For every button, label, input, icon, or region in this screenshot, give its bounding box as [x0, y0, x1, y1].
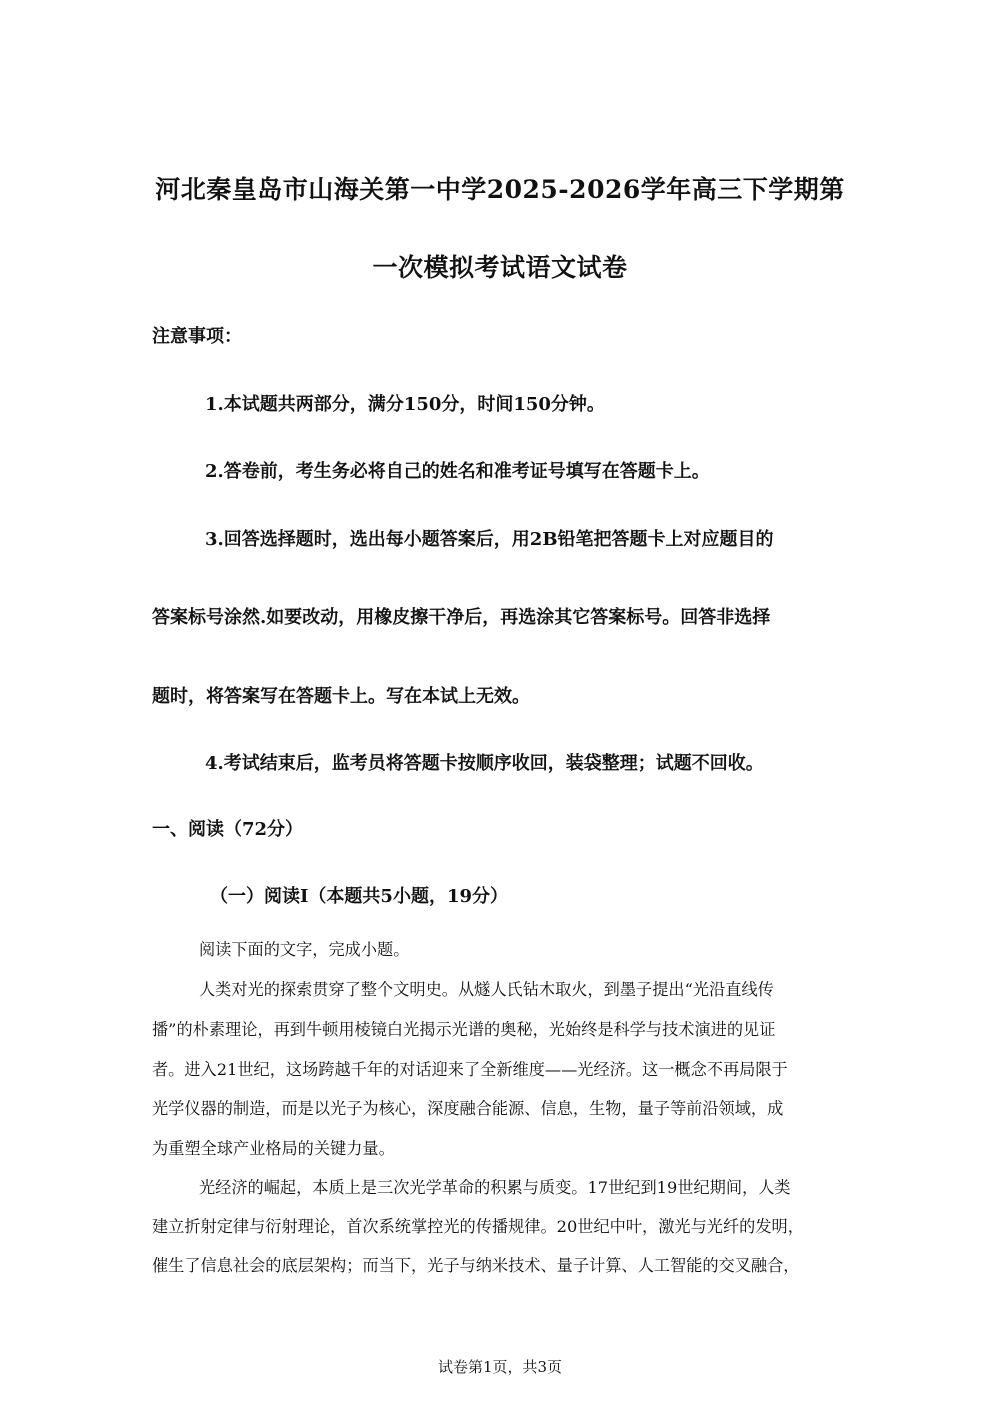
- notice-item-4: 4.考试结束后，监考员将答题卡按顺序收回，装袋整理；试题不回收。: [205, 753, 764, 774]
- paragraph-1-line: 者。进入21世纪，这场跨越千年的对话迎来了全新维度——光经济。这一概念不再局限于: [152, 1060, 788, 1079]
- paragraph-2-line: 催生了信息社会的底层架构；而当下，光子与纳米技术、量子计算、人工智能的交叉融合，: [152, 1256, 800, 1275]
- notice-heading: 注意事项：: [152, 326, 242, 347]
- reading-instruction: 阅读下面的文字，完成小题。: [199, 940, 410, 959]
- paragraph-1-line: 光学仪器的制造，而是以光子为核心，深度融合能源、信息，生物，量子等前沿领域，成: [152, 1099, 784, 1118]
- subsection-heading: （一）阅读I（本题共5小题，19分）: [210, 886, 508, 907]
- notice-item-3-line-2: 答案标号涂然.如要改动，用橡皮擦干净后，再选涂其它答案标号。回答非选择: [152, 607, 771, 628]
- exam-title-line-2: 一次模拟考试语文试卷: [372, 253, 628, 282]
- paragraph-1-line: 人类对光的探索贯穿了整个文明史。从燧人氏钻木取火，到墨子提出“光沿直线传: [199, 980, 774, 999]
- paragraph-1-line: 播”的朴素理论，再到牛顿用棱镜白光揭示光谱的奥秘，光始终是科学与技术演进的见证: [152, 1020, 776, 1039]
- section-heading: 一、阅读（72分）: [152, 819, 304, 840]
- notice-item-2: 2.答卷前，考生务必将自己的姓名和准考证号填写在答题卡上。: [205, 461, 710, 482]
- notice-item-1: 1.本试题共两部分，满分150分，时间150分钟。: [205, 394, 605, 415]
- notice-item-3-line-3: 题时，将答案写在答题卡上。写在本试上无效。: [152, 686, 530, 707]
- paragraph-2-line: 光经济的崛起，本质上是三次光学革命的积累与质变。17世纪到19世纪期间，人类: [199, 1178, 791, 1197]
- notice-item-3-line-1: 3.回答选择题时，选出每小题答案后，用2B铅笔把答题卡上对应题目的: [205, 529, 774, 550]
- paragraph-1-line: 为重塑全球产业格局的关键力量。: [152, 1139, 395, 1158]
- page-footer: 试卷第1页，共3页: [437, 1358, 563, 1376]
- paragraph-2-line: 建立折射定律与衍射理论，首次系统掌控光的传播规律。20世纪中叶，激光与光纤的发明，: [152, 1217, 804, 1236]
- exam-title-line-1: 河北秦皇岛市山海关第一中学2025-2026学年高三下学期第: [155, 175, 845, 204]
